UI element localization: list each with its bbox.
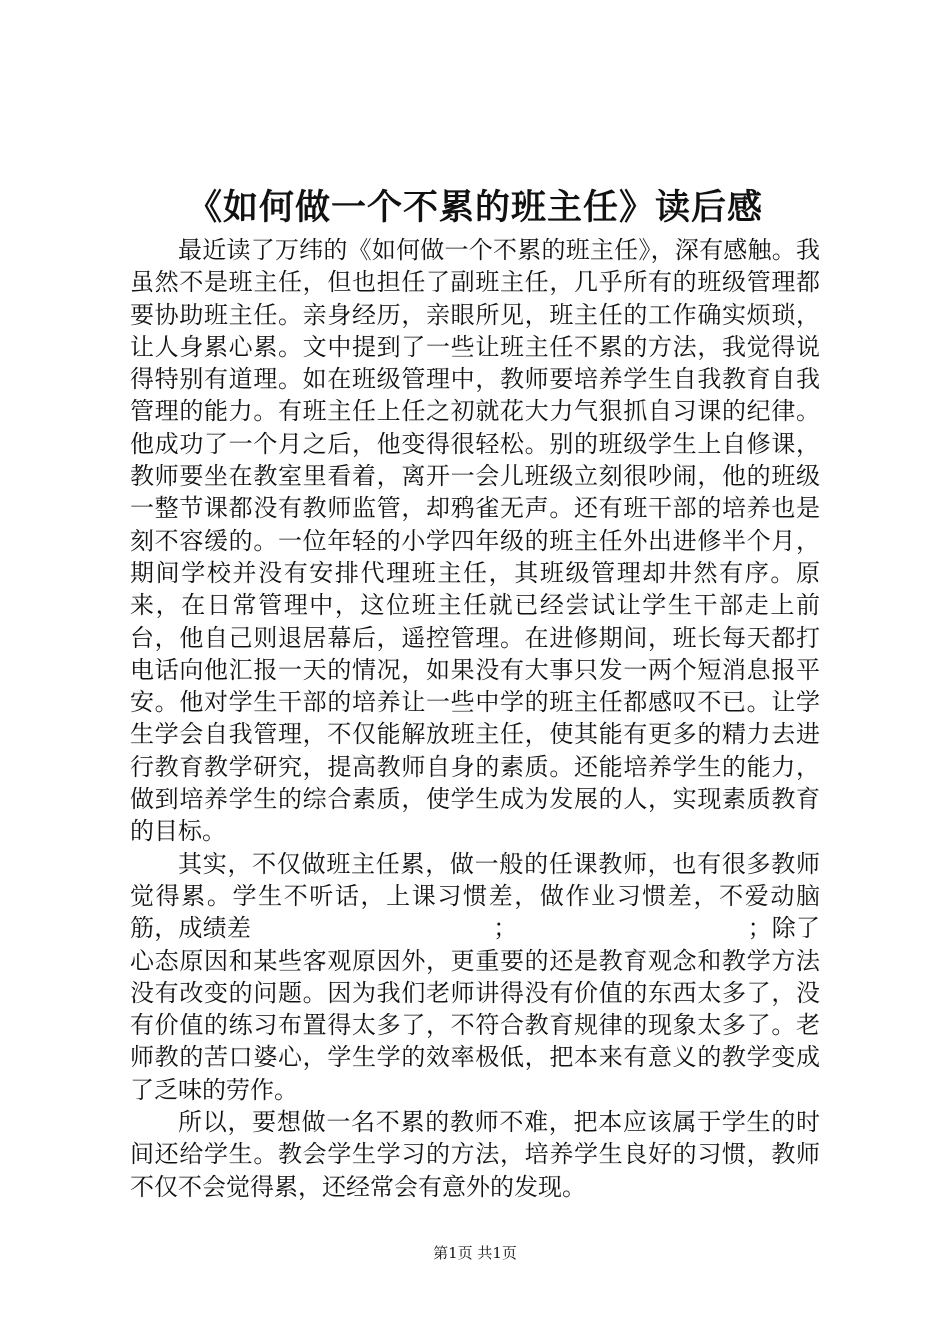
paragraph-2: 其实，不仅做班主任累，做一般的任课教师，也有很多教师觉得累。学生不听话，上课习惯差，做作业习惯差，不爱动脑筋，成绩差 ； ；除了心态原因和某些客观原因外，更重要的还是教育观念和教学方法没有改变的问题。因为我们老师讲得没有价值的东西太多了，没有价值的练习布置得太多了，不符合教育规律的现象太多了。老师教的苦口婆心，学生学的效率极低，把本来有意义的教学变成了乏味的劳作。 [130, 849, 820, 1104]
document-body [130, 234, 820, 1203]
page-footer: 第1页 共1页 [433, 1244, 517, 1262]
paragraph-1: 最近读了万纬的《如何做一个不累的班主任》，深有感触。我虽然不是班主任，但也担任了副班主任，几乎所有的班级管理都要协助班主任。亲身经历，亲眼所见，班主任的工作确实烦琐，让人身累心累。文中提到了一些让班主任不累的方法，我觉得说得特别有道理。如在班级管理中，教师要培养学生自我教育自我管理的能力。有班主任上任之初就花大力气狠抓自习课的纪律。他成功了一个月之后，他变得很轻松。别的班级学生上自修课，教师要坐在教室里看着，离开一会儿班级立刻很吵闹，他的班级一整节课都没有教师监管，却鸦雀无声。还有班干部的培养也是刻不容缓的。一位年轻的小学四年级的班主任外出进修半个月，期间学校并没有安排代理班主任，其班级管理却井然有序。原来，在日常管理中，这位班主任就已经尝试让学生干部走上前台，他自己则退居幕后，遥控管理。在进修期间，班长每天都打电话向他汇报一天的情况，如果没有大事只发一两个短消息报平安。他对学生干部的培养让一些中学的班主任都感叹不已。让学生学会自我管理，不仅能解放班主任，使其能有更多的精力去进行教育教学研究，提高教师自身的素质。还能培养学生的能力，做到培养学生的综合素质，使学生成为发展的人，实现素质教育的目标。 [130, 236, 820, 846]
paragraph-3: 所以，要想做一名不累的教师不难，把本应该属于学生的时间还给学生。教会学生学习的方法，培养学生良好的习惯，教师不仅不会觉得累，还经常会有意外的发现。 [130, 1108, 820, 1201]
document-title: 《如何做一个不累的班主任》读后感 [186, 187, 763, 228]
